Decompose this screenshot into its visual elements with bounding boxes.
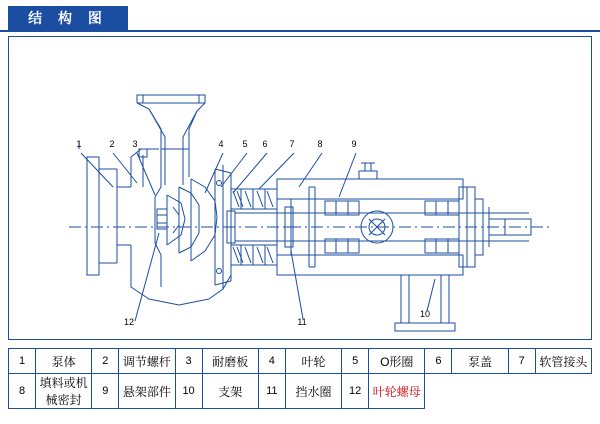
diagram-callout-5: 5	[242, 139, 248, 149]
legend-label-5: O形圈	[369, 349, 425, 374]
legend-label-10: 支架	[202, 374, 258, 409]
legend-number-4: 4	[258, 349, 285, 374]
diagram-callout-11: 11	[297, 317, 307, 327]
diagram-callout-6: 6	[262, 139, 268, 149]
page-title: 结 构 图	[8, 6, 128, 30]
legend-label-1: 泵体	[36, 349, 92, 374]
diagram-frame	[8, 36, 592, 340]
legend-label-11: 挡水圈	[285, 374, 341, 409]
legend-label-6: 泵盖	[452, 349, 508, 374]
legend-number-9: 9	[92, 374, 119, 409]
legend-row	[9, 374, 592, 409]
diagram-callout-12: 12	[123, 317, 135, 327]
diagram-callout-1: 1	[76, 139, 82, 149]
legend-row	[9, 349, 592, 374]
legend-label-12: 叶轮螺母	[369, 374, 425, 409]
legend-label-8: 填料或机械密封	[36, 374, 92, 409]
diagram-callout-3: 3	[132, 139, 138, 149]
legend-label-4: 叶轮	[285, 349, 341, 374]
legend-number-3: 3	[175, 349, 202, 374]
diagram-callout-9: 9	[351, 139, 357, 149]
legend-number-7: 7	[508, 349, 535, 374]
diagram-callout-2: 2	[109, 139, 115, 149]
legend-label-7: 软管接头	[535, 349, 591, 374]
diagram-callout-7: 7	[289, 139, 295, 149]
legend-spacer	[425, 374, 592, 409]
legend-number-1: 1	[9, 349, 36, 374]
legend-number-8: 8	[9, 374, 36, 409]
diagram-callout-8: 8	[317, 139, 323, 149]
legend-label-9: 悬架部件	[119, 374, 175, 409]
legend-number-5: 5	[342, 349, 369, 374]
legend-number-6: 6	[425, 349, 452, 374]
legend-label-3: 耐磨板	[202, 349, 258, 374]
legend-number-12: 12	[342, 374, 369, 409]
legend-label-2: 调节螺杆	[119, 349, 175, 374]
legend-table	[8, 348, 592, 409]
diagram-callout-10: 10	[419, 309, 431, 319]
title-underline	[0, 30, 600, 32]
pump-cross-section-diagram	[9, 37, 591, 339]
diagram-callout-4: 4	[218, 139, 224, 149]
legend-number-10: 10	[175, 374, 202, 409]
legend-number-11: 11	[258, 374, 285, 409]
legend-number-2: 2	[92, 349, 119, 374]
